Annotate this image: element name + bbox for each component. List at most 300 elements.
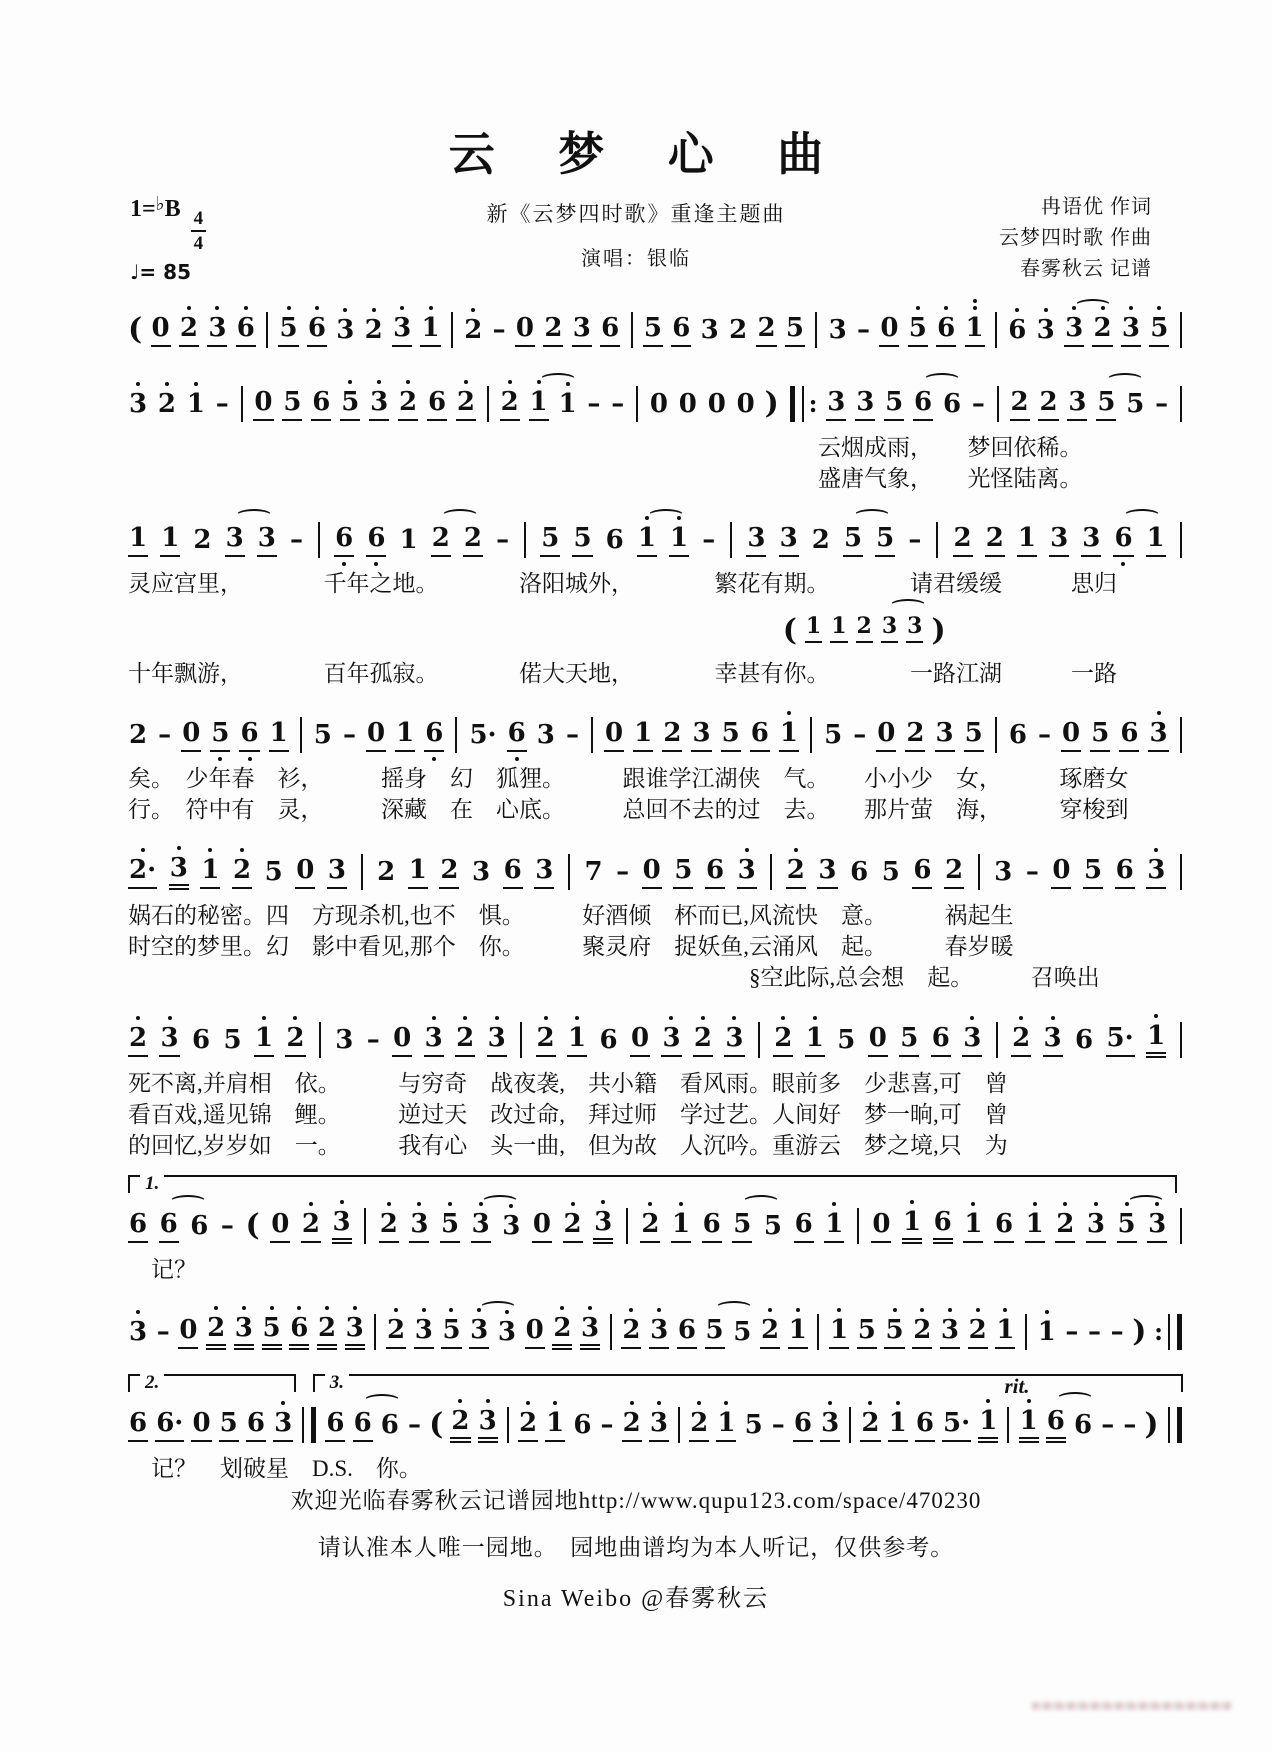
barline bbox=[817, 1314, 819, 1350]
note: 5 bbox=[733, 1316, 752, 1347]
slur-arc bbox=[1124, 509, 1160, 522]
note: 3 bbox=[649, 1408, 669, 1442]
note: 2 bbox=[944, 855, 964, 889]
note: 5 bbox=[744, 1409, 763, 1440]
note: 6 bbox=[1007, 315, 1027, 345]
note: 3 bbox=[345, 1313, 365, 1350]
note: 2 bbox=[157, 389, 177, 419]
note: 2 bbox=[1011, 1023, 1031, 1057]
note: 2 bbox=[128, 1023, 148, 1057]
music-system bbox=[128, 372, 1184, 494]
note: 6 bbox=[427, 387, 447, 421]
note: 2 bbox=[968, 1315, 988, 1349]
note: 2 bbox=[662, 718, 682, 752]
note: 3 bbox=[661, 1023, 681, 1057]
note: 3 bbox=[392, 313, 412, 347]
note: 3 bbox=[700, 315, 719, 345]
note: – bbox=[857, 315, 871, 345]
note: – bbox=[220, 1210, 234, 1241]
volta-label: 3. bbox=[325, 1372, 349, 1394]
barline bbox=[1180, 1208, 1182, 1244]
note: 0 bbox=[1051, 855, 1071, 889]
note: 6 bbox=[246, 1408, 266, 1442]
note: – bbox=[587, 389, 601, 419]
slur-arc bbox=[364, 1394, 400, 1407]
note: 1 bbox=[805, 1023, 825, 1057]
barline bbox=[790, 386, 795, 422]
slur-arc bbox=[540, 373, 576, 386]
note: 5 bbox=[278, 313, 298, 347]
note: 3 bbox=[935, 718, 955, 752]
barline bbox=[1180, 312, 1182, 348]
parenthesis: ( bbox=[128, 312, 143, 347]
note: 6 bbox=[353, 1408, 373, 1442]
note: 6 bbox=[705, 855, 725, 889]
lyrics-line: 时空的梦里。幻 影中看见,那个 你。 聚灵府 捉妖鱼,云涌风 起。 春岁暖 bbox=[128, 934, 1014, 959]
note: 1 bbox=[824, 1209, 844, 1243]
note: 3 bbox=[257, 523, 277, 557]
barline bbox=[730, 522, 732, 558]
note: 2 bbox=[193, 525, 212, 555]
barline bbox=[802, 386, 804, 422]
barline bbox=[815, 312, 817, 348]
note: 1 bbox=[829, 1315, 849, 1349]
note: – bbox=[702, 525, 716, 555]
lyrics-line: §空此际,总会想 起。 召唤出 bbox=[128, 965, 1100, 990]
note: 0 bbox=[366, 718, 386, 752]
note: 3 bbox=[424, 1023, 444, 1057]
note: 2 bbox=[985, 523, 1005, 557]
barline bbox=[241, 386, 243, 422]
note: 6 bbox=[325, 1408, 345, 1442]
note: – bbox=[616, 856, 630, 887]
note: 1 bbox=[160, 523, 180, 557]
note: 6 bbox=[913, 387, 933, 421]
note: 0 bbox=[879, 313, 899, 347]
note: 6 bbox=[128, 1209, 148, 1243]
note: 3 bbox=[469, 1315, 489, 1349]
performer: 演唱：银临 bbox=[581, 248, 691, 270]
note: 1 bbox=[716, 1408, 736, 1442]
note: 6 bbox=[1115, 855, 1135, 889]
note: 2 bbox=[856, 613, 873, 648]
barline bbox=[1177, 1314, 1182, 1350]
note: 0 bbox=[678, 389, 697, 419]
barline bbox=[319, 1022, 321, 1058]
note: 5 bbox=[908, 313, 928, 347]
note: 3 bbox=[817, 855, 837, 889]
note: 2 bbox=[386, 1315, 406, 1349]
barline bbox=[857, 1208, 859, 1244]
note: 2 bbox=[456, 387, 476, 421]
note: 6 bbox=[936, 313, 956, 347]
note: 2 bbox=[622, 1408, 642, 1442]
note: 5 bbox=[572, 523, 592, 557]
lyrics-line: 云烟成雨， 梦回依稀。 bbox=[128, 435, 1083, 460]
slur-arc bbox=[924, 373, 960, 386]
note: 3 bbox=[820, 1408, 840, 1442]
note: 5 bbox=[884, 387, 904, 421]
note: 5 bbox=[721, 718, 741, 752]
note: 5 bbox=[1096, 387, 1116, 421]
barline bbox=[997, 386, 999, 422]
note: 2 bbox=[905, 718, 925, 752]
slur-arc bbox=[743, 1195, 779, 1208]
note: – bbox=[771, 1409, 785, 1440]
parenthesis: ) bbox=[1132, 1313, 1147, 1349]
note: 1 bbox=[1017, 523, 1037, 557]
note: 3 bbox=[128, 1317, 148, 1347]
note: 5 bbox=[643, 313, 663, 347]
note: 6 bbox=[702, 1209, 722, 1243]
note: 1 bbox=[779, 718, 799, 752]
note: 6 bbox=[994, 1209, 1014, 1243]
lyrics-line: 灵应宫里， 千年之地。 洛阳城外， 繁花有期。 请君缓缓 思归 bbox=[128, 571, 1117, 596]
note: 0 bbox=[295, 855, 315, 889]
barline bbox=[524, 522, 526, 558]
note: – bbox=[496, 525, 510, 555]
note: 5· bbox=[469, 720, 497, 750]
repeat-barline: : bbox=[788, 386, 818, 422]
barline bbox=[995, 312, 997, 348]
barline bbox=[770, 854, 772, 890]
note: 3 bbox=[335, 315, 355, 345]
note: 1 bbox=[637, 523, 657, 557]
note: 5 bbox=[1090, 718, 1110, 752]
note: 2 bbox=[518, 1408, 538, 1442]
note: 2 bbox=[179, 313, 199, 347]
note: 5 bbox=[785, 313, 805, 347]
note: – bbox=[971, 389, 985, 419]
note: 3 bbox=[536, 720, 555, 750]
notes-line bbox=[128, 703, 1184, 763]
barline bbox=[978, 854, 980, 890]
note: 2 bbox=[206, 1313, 226, 1350]
note: 2 bbox=[285, 1023, 305, 1057]
barline bbox=[810, 717, 812, 753]
note: 6 bbox=[605, 525, 624, 555]
note: 6 bbox=[380, 1409, 399, 1440]
note: 1 bbox=[420, 313, 440, 347]
volta-bracket bbox=[313, 1374, 1183, 1392]
volta-label: 1. bbox=[140, 1173, 164, 1195]
note: 3 bbox=[1049, 523, 1069, 557]
time-signature: $\frac{4}{4}$ bbox=[191, 209, 207, 253]
note: 3 bbox=[534, 855, 554, 889]
note: 1 bbox=[128, 523, 148, 557]
note: 2 bbox=[377, 856, 396, 887]
note: 1 bbox=[408, 855, 428, 889]
note: – bbox=[853, 720, 867, 750]
lyrics-line: 矣。 少年春 衫， 摇身 幻 狐狸。 跟谁学江湖侠 气。 小小少 女， 琢磨女 bbox=[128, 766, 1129, 791]
note: 2 bbox=[689, 1408, 709, 1442]
lyrics-line: 看百戏,遥见锦 鲤。 逆过天 改过命, 拜过师 学过艺。人间好 梦一晌,可 曾 bbox=[128, 1102, 1008, 1127]
lyrics-line: 十年飘游， 百年孤寂。 偌大天地， 幸甚有你。 一路江湖 一路 bbox=[128, 661, 1117, 686]
note: 2 bbox=[364, 315, 384, 345]
repeat-barline: : bbox=[1154, 1314, 1184, 1350]
note: 1 bbox=[1025, 1209, 1045, 1243]
note: 1 bbox=[395, 718, 415, 752]
note: 3 bbox=[828, 315, 847, 345]
note: 6 bbox=[128, 1408, 148, 1442]
slur-arc bbox=[716, 1301, 752, 1314]
note: 5 bbox=[262, 1313, 282, 1350]
note: 2 bbox=[536, 1023, 556, 1057]
note: 3 bbox=[273, 1408, 293, 1442]
barline bbox=[487, 386, 489, 422]
note: 6 bbox=[794, 1209, 814, 1243]
note: 6 bbox=[931, 1023, 951, 1057]
barline bbox=[318, 522, 320, 558]
note: 2 bbox=[463, 523, 483, 557]
note: 5 bbox=[843, 523, 863, 557]
lyrics-line: 记？ bbox=[128, 1257, 197, 1282]
note: 6 bbox=[159, 1209, 179, 1243]
note: 2 bbox=[439, 855, 459, 889]
volta-label: 2. bbox=[140, 1372, 164, 1394]
note: 5 bbox=[763, 1210, 783, 1241]
inserted-notes-line bbox=[783, 601, 1184, 656]
note: – bbox=[215, 389, 229, 419]
note: 1 bbox=[965, 313, 985, 347]
note: 6 bbox=[1075, 1024, 1094, 1055]
note: 6 bbox=[912, 855, 932, 889]
note: – bbox=[366, 1024, 380, 1055]
note: – bbox=[1123, 1409, 1137, 1440]
note: 0 bbox=[868, 1023, 888, 1057]
note: 3 bbox=[906, 613, 923, 648]
note: 0 bbox=[604, 718, 624, 752]
note: 3 bbox=[497, 1317, 517, 1347]
note: 6 bbox=[366, 523, 386, 557]
note: 1 bbox=[963, 1209, 983, 1243]
barline bbox=[631, 312, 633, 348]
key-signature: 1=♭B $\frac{4}{4}$ bbox=[130, 190, 206, 253]
note: 6 bbox=[915, 1408, 935, 1442]
note: 3 bbox=[369, 387, 389, 421]
note: 6 bbox=[1119, 718, 1139, 752]
note: 5 bbox=[440, 1209, 460, 1243]
note: 6 bbox=[1074, 1409, 1093, 1440]
lyrics-line: 行。 符中有 灵， 深藏 在 心底。 总回不去的过 去。 那片萤 海， 穿梭到 bbox=[128, 797, 1129, 822]
parenthesis: ) bbox=[931, 613, 946, 648]
tempo-annotation: rit. bbox=[1004, 1374, 1030, 1398]
note: – bbox=[908, 525, 922, 555]
note: 3 bbox=[1147, 1209, 1167, 1243]
barline bbox=[1180, 1022, 1182, 1058]
note: 3 bbox=[779, 523, 799, 557]
note: 3 bbox=[409, 1209, 429, 1243]
note: 0 bbox=[525, 1315, 545, 1349]
barline bbox=[636, 386, 638, 422]
transcriber-credit: 春雾秋云 记谱 bbox=[1020, 258, 1152, 280]
note: 3 bbox=[335, 1024, 354, 1055]
note: 1 bbox=[557, 389, 577, 419]
note: 1 bbox=[995, 1315, 1015, 1349]
note: 6 bbox=[190, 1210, 209, 1241]
note: 6 bbox=[424, 718, 444, 752]
lyrics-line: 死不离,并肩相 依。 与穷奇 战夜袭, 共小籍 看风雨。眼前多 少悲喜,可 曾 bbox=[128, 1071, 1008, 1096]
note: 1 bbox=[1146, 1021, 1166, 1058]
note: 1 bbox=[269, 718, 289, 752]
note: 5 bbox=[884, 1315, 904, 1349]
note: 6 bbox=[671, 313, 691, 347]
barline bbox=[266, 312, 268, 348]
note: 5 bbox=[1126, 389, 1145, 419]
note: 3 bbox=[1081, 523, 1101, 557]
note: 0 bbox=[532, 1209, 552, 1243]
note: 2 bbox=[953, 523, 973, 557]
notes-line bbox=[128, 1007, 1184, 1068]
note: 5 bbox=[1149, 313, 1169, 347]
music-systems bbox=[128, 298, 1184, 1498]
music-system bbox=[128, 839, 1184, 993]
note: 3 bbox=[1064, 313, 1084, 347]
note: 6 bbox=[933, 1207, 953, 1244]
slur-arc bbox=[854, 509, 890, 522]
note: 2 bbox=[773, 1023, 793, 1057]
composer-credit: 云梦四时歌 作曲 bbox=[999, 227, 1152, 249]
note: 2 bbox=[1055, 1209, 1075, 1243]
note: 6 bbox=[850, 856, 869, 887]
note: 0 bbox=[178, 1315, 198, 1349]
slur-arc bbox=[890, 599, 926, 612]
slur-arc bbox=[170, 1195, 206, 1208]
note: 2 bbox=[756, 313, 776, 347]
note: 6 bbox=[311, 387, 331, 421]
note: 2 bbox=[431, 523, 451, 557]
note: 5 bbox=[875, 523, 895, 557]
note: 0 bbox=[871, 1209, 891, 1243]
barline bbox=[995, 717, 997, 753]
note: 6 bbox=[793, 1408, 813, 1442]
note: 1 bbox=[1146, 523, 1166, 557]
note: 6 bbox=[600, 313, 620, 347]
note: 3 bbox=[225, 523, 245, 557]
note: 2 bbox=[500, 387, 520, 421]
note: 6 bbox=[191, 1024, 211, 1055]
slur-arc bbox=[1057, 1392, 1093, 1405]
note: 3 bbox=[159, 1023, 179, 1057]
note: 5 bbox=[824, 720, 843, 750]
note: – bbox=[289, 525, 303, 555]
note: 2 bbox=[621, 1315, 641, 1349]
note: 1 bbox=[830, 613, 847, 648]
note: 6 bbox=[334, 523, 354, 557]
music-system bbox=[128, 298, 1184, 358]
barline bbox=[568, 854, 570, 890]
note: – bbox=[1038, 720, 1051, 750]
barline bbox=[1168, 1314, 1170, 1350]
barline bbox=[451, 312, 453, 348]
lyrics-line: 的回忆,岁岁如 一。 我有心 头一曲, 但为故 人沉吟。重游云 梦之境,只 为 bbox=[128, 1133, 1008, 1158]
note: 6 bbox=[599, 1024, 618, 1055]
note: – bbox=[600, 1409, 614, 1440]
note: 3 bbox=[1043, 1023, 1063, 1057]
music-system bbox=[128, 703, 1184, 825]
note: 3 bbox=[128, 389, 148, 419]
barline bbox=[1025, 1314, 1027, 1350]
note: 2 bbox=[463, 315, 483, 345]
note: 0 bbox=[181, 718, 201, 752]
note: 2 bbox=[317, 1313, 337, 1350]
note: 1 bbox=[1019, 1406, 1039, 1443]
note: 1 bbox=[888, 1408, 908, 1442]
notes-line bbox=[128, 839, 1184, 900]
volta-bracket bbox=[128, 1175, 1177, 1193]
barline bbox=[996, 1022, 998, 1058]
note: 1 bbox=[633, 718, 653, 752]
notes-line bbox=[128, 508, 1184, 568]
note: 0 bbox=[270, 1209, 290, 1243]
note: 0 bbox=[392, 1023, 412, 1057]
note: 2 bbox=[552, 1313, 572, 1350]
note: 3 bbox=[746, 523, 766, 557]
note: 3 bbox=[414, 1315, 434, 1349]
credits bbox=[999, 192, 1152, 285]
note: 3 bbox=[471, 1209, 491, 1243]
song-title: 云 梦 心 曲 bbox=[448, 129, 850, 180]
parenthesis: ) bbox=[1144, 1406, 1159, 1442]
note: 2 bbox=[786, 855, 806, 889]
note: 6 bbox=[677, 1315, 697, 1349]
note: 3 bbox=[487, 1023, 507, 1057]
note: 0 bbox=[1061, 718, 1081, 752]
note: 2 bbox=[1038, 387, 1058, 421]
note: 3 bbox=[332, 1207, 352, 1244]
barline bbox=[610, 1314, 612, 1350]
note: – bbox=[342, 720, 356, 750]
note: 6 bbox=[942, 389, 962, 419]
barline bbox=[591, 717, 593, 753]
note: 1 bbox=[529, 387, 549, 421]
barline bbox=[626, 1208, 628, 1244]
barline bbox=[374, 1314, 376, 1350]
note: 5 bbox=[899, 1023, 919, 1057]
note: 1 bbox=[805, 613, 822, 648]
note: 6 bbox=[573, 1409, 592, 1440]
note: 5 bbox=[441, 1315, 461, 1349]
note: 1 bbox=[1037, 1317, 1057, 1347]
note: 1 bbox=[254, 1023, 274, 1057]
note: 3 bbox=[691, 718, 711, 752]
note: – bbox=[1065, 1316, 1079, 1347]
note: 5 bbox=[540, 523, 560, 557]
note: 0 bbox=[736, 389, 755, 419]
note: 0 bbox=[191, 1408, 211, 1442]
note: 3 bbox=[649, 1315, 669, 1349]
note: 3 bbox=[207, 313, 227, 347]
barline bbox=[1180, 386, 1182, 422]
notes-line bbox=[128, 298, 1184, 358]
note: 2 bbox=[860, 1408, 880, 1442]
volta-bracket bbox=[128, 1374, 296, 1392]
parenthesis: ) bbox=[764, 386, 779, 421]
note: 0 bbox=[151, 313, 171, 347]
note: 2 bbox=[301, 1209, 321, 1243]
note: 5 bbox=[219, 1408, 239, 1442]
barline bbox=[361, 854, 363, 890]
note: – bbox=[1025, 856, 1039, 887]
note: 5· bbox=[942, 1408, 971, 1442]
note: 2 bbox=[543, 313, 563, 347]
flat-icon: ♭ bbox=[155, 194, 165, 215]
note: – bbox=[1155, 389, 1169, 419]
note: – bbox=[158, 720, 172, 750]
note: 3 bbox=[855, 387, 875, 421]
parenthesis: ( bbox=[429, 1406, 444, 1442]
music-system bbox=[128, 508, 1184, 689]
